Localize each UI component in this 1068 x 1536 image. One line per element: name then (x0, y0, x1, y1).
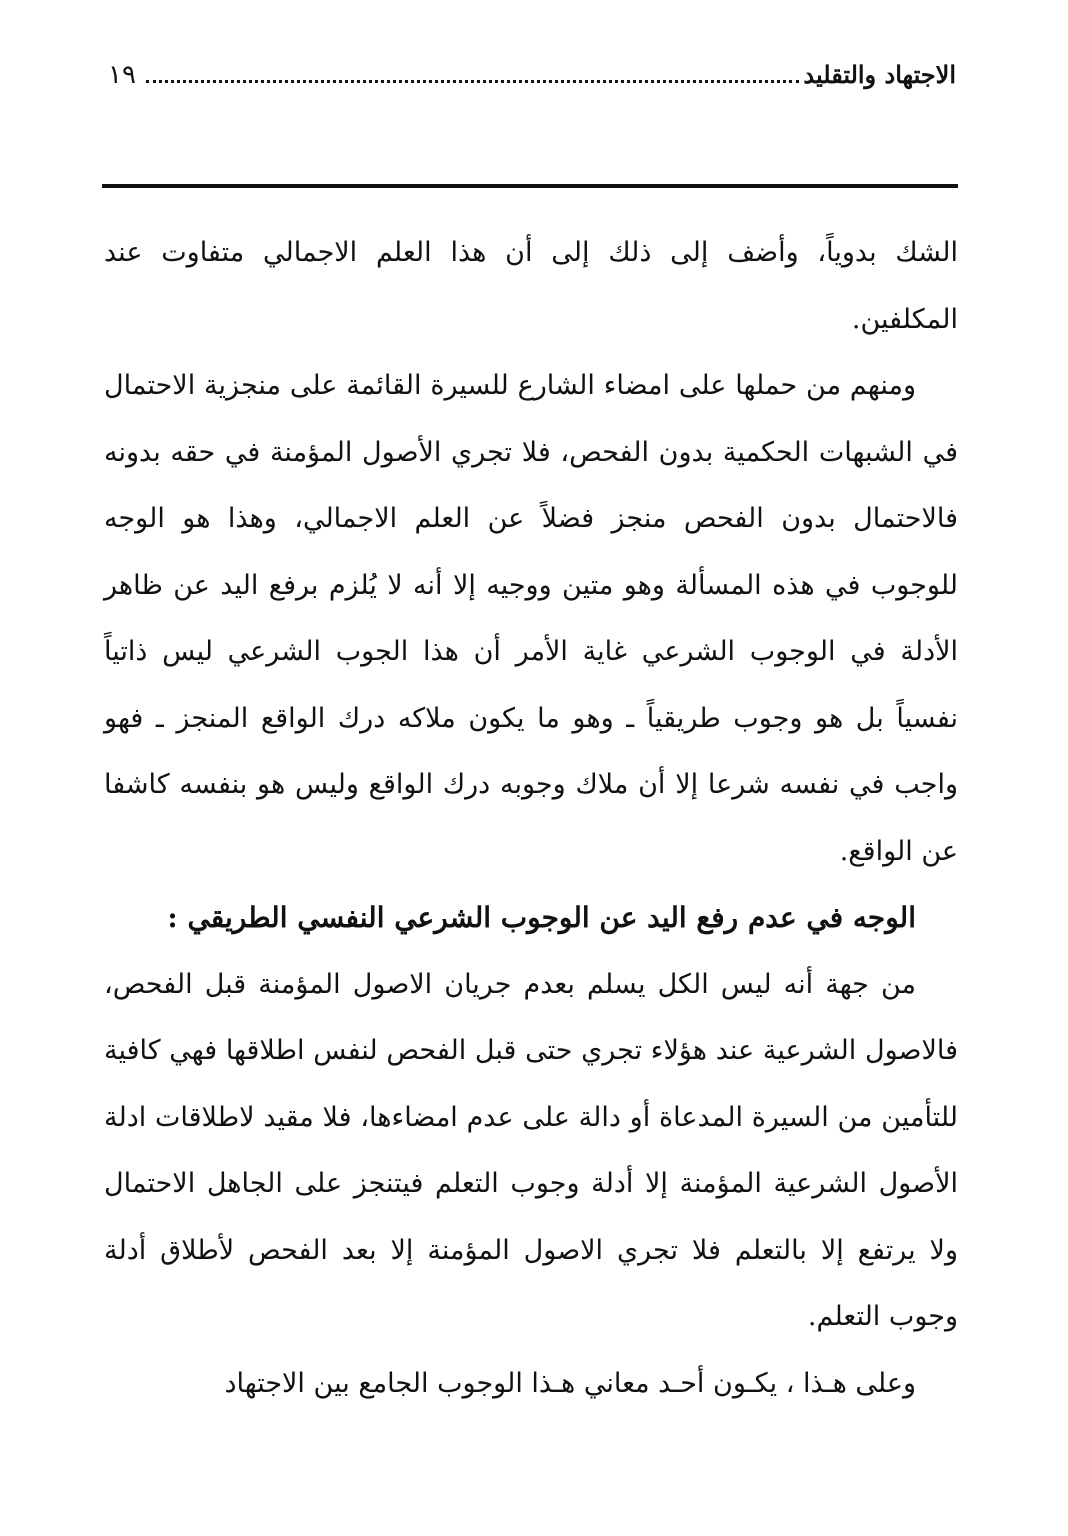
running-header-title: الاجتهاد والتقليد (803, 60, 956, 89)
paragraph-continuation: الشك بدوياً، وأضف إلى ذلك إلى أن هذا العلم الاجمالي متفاوت عند المكلفين. (104, 237, 958, 335)
paragraph: ومنهم من حملها على امضاء الشارع للسيرة القائمة على منجزية الاحتمال في الشبهات الحكمية بدون الفحص، فلا تجري الأصول المؤمنة في حقه بدونه فالاحتمال بدون الفحص منجز فضلاً عن العلم الاجمالي، وهذا هو الوجه للوجوب في هذه المسألة وهو متين ووجيه إلا أنه لا يُلزم برفع اليد عن ظاهر الأدلة في الوجوب الشرعي غاية الأمر أن هذا الجوب الشرعي ليس ذاتياً نفسياً بل هو وجوب طريقياً ـ وهو ما يكون ملاكه درك الواقع المنجز ـ فهو واجب في نفسه شرعا إلا أن ملاك وجوبه درك الواقع وليس هو بنفسه كاشفا عن الواقع. (104, 370, 958, 867)
paragraph: من جهة أنه ليس الكل يسلم بعدم جريان الاصول المؤمنة قبل الفحص، فالاصول الشرعية عند هؤلاء تجري حتى قبل الفحص لنفس اطلاقها فهي كافية للتأمين من السيرة المدعاة أو دالة على عدم امضاءها، فلا مقيد لاطلاقات ادلة الأصول الشرعية المؤمنة إلا أدلة وجوب التعلم فيتنجز على الجاهل الاحتمال ولا يرتفع إلا بالتعلم فلا تجري الاصول المؤمنة إلا بعد الفحص لأطلاق أدلة وجوب التعلم. (104, 968, 958, 1332)
body-text (104, 220, 958, 1417)
running-header (108, 50, 956, 90)
paragraph: وعلى هـذا ، يكـون أحـد معاني هـذا الوجوب الجامع بين الاجتهاد (224, 1367, 916, 1399)
section-heading: الوجه في عدم رفع اليد عن الوجوب الشرعي النفسي الطريقي : (167, 901, 916, 934)
header-divider (102, 184, 958, 188)
page-number: ١٩ (108, 60, 136, 90)
dot-leader (146, 80, 799, 83)
